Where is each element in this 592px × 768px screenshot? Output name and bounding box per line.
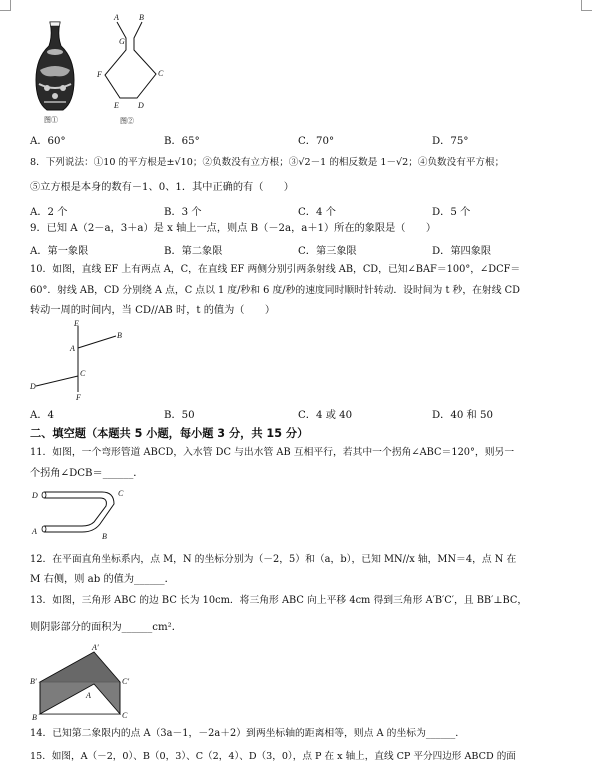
svg-text:A: A — [114, 13, 119, 22]
svg-text:B: B — [117, 331, 122, 340]
q10-line-1: 10．如图，直线 EF 上有两点 A，C，在直线 EF 两侧分别引两条射线 AB，CD，已知∠BAF＝100°，∠DCF＝ — [30, 264, 521, 275]
svg-text:E: E — [74, 319, 79, 328]
svg-text:C: C — [122, 711, 128, 720]
svg-text:E: E — [114, 101, 119, 110]
section-2-heading: 二、填空题（本题共 5 小题，每小题 3 分，共 15 分） — [30, 427, 309, 440]
svg-text:C: C — [118, 489, 124, 498]
q8-option-c[interactable]: C．4 个 — [298, 207, 336, 218]
q7-option-b[interactable]: B．65° — [164, 136, 200, 147]
q7-option-a[interactable]: A．60° — [30, 136, 66, 147]
svg-text:C′: C′ — [122, 677, 130, 686]
q11-pipe-figure — [30, 482, 140, 544]
q10-line-3: 转动一周的时间内，当 CD//AB 时，t 的值为（ ） — [30, 305, 276, 316]
q8-line-2: ⑤立方根是本身的数有－1、0、1．其中正确的有（ ） — [30, 182, 294, 193]
q9-option-a[interactable]: A．第一象限 — [30, 246, 89, 257]
q7-option-d[interactable]: D．75° — [432, 136, 469, 147]
q13-line-1: 13．如图，三角形 ABC 的边 BC 长为 10cm．将三角形 ABC 向上平移 4cm 得到三角形 A′B′C′，且 BB′⊥BC， — [30, 595, 528, 606]
q10-option-c[interactable]: C．4 或 40 — [298, 410, 353, 421]
q15-line-1: 15．如图，A（－2，0）、B（0，3）、C（2，4）、D（3，0），点 P 在 x 轴上，直线 CP 平分四边形 ABCD 的面 — [30, 751, 516, 762]
svg-text:A: A — [32, 527, 37, 536]
svg-text:B: B — [32, 713, 37, 722]
q9-option-c[interactable]: C．第三象限 — [298, 246, 357, 257]
svg-text:F: F — [97, 70, 102, 79]
q13-line-2: 则阴影部分的面积为______cm²． — [30, 622, 182, 633]
q7-option-c[interactable]: C．70° — [298, 136, 335, 147]
q10-option-d[interactable]: D．40 和 50 — [432, 410, 493, 421]
svg-text:A: A — [70, 344, 75, 353]
q11-line-1: 11．如图，一个弯形管道 ABCD，入水管 DC 与出水管 AB 互相平行，若其中一个拐角∠ABC＝120°，则另一 — [30, 447, 515, 458]
q9-option-b[interactable]: B．第二象限 — [164, 246, 223, 257]
shape-caption: 图② — [120, 117, 134, 125]
svg-text:B: B — [139, 13, 144, 22]
svg-text:B: B — [102, 532, 107, 541]
svg-text:G: G — [119, 37, 125, 46]
crop-mark-top-right — [581, 0, 592, 11]
q11-line-2: 个拐角∠DCB＝______． — [30, 468, 144, 479]
q8-line-1: 8．下列说法：①10 的平方根是±√10；②负数没有立方根；③√2－1 的相反数是 1－√2；④负数没有平方根； — [30, 157, 505, 168]
svg-text:C: C — [158, 69, 164, 78]
q9-line-1: 9．已知 A（2－a，3＋a）是 x 轴上一点，则点 B（－2a，a＋1）所在的象限是（ ） — [30, 223, 437, 234]
vase-figure — [30, 18, 80, 128]
shape-figure — [92, 10, 172, 128]
svg-text:B′: B′ — [30, 677, 37, 686]
svg-text:C: C — [80, 369, 86, 378]
q9-option-d[interactable]: D．第四象限 — [432, 246, 492, 257]
q8-option-a[interactable]: A．2 个 — [30, 207, 68, 218]
q14-line-1: 14．已知第二象限内的点 A（3a－1，－2a＋2）到两坐标轴的距离相等，则点 A 的坐标为______． — [30, 728, 466, 739]
svg-text:A′: A′ — [92, 643, 99, 652]
svg-text:D: D — [32, 491, 38, 500]
svg-text:F: F — [76, 393, 81, 402]
vase-caption: 图① — [44, 116, 58, 124]
q10-line-2: 60°．射线 AB，CD 分别绕 A 点，C 点以 1 度/秒和 6 度/秒的速度同时顺时针转动．设时间为 t 秒，在射线 CD — [30, 285, 520, 296]
q12-line-2: M 右侧，则 ab 的值为______． — [30, 574, 175, 585]
svg-text:D: D — [30, 382, 36, 391]
q10-figure — [28, 318, 138, 402]
q13-translation-figure — [28, 642, 138, 722]
q10-option-b[interactable]: B．50 — [164, 410, 195, 421]
crop-mark-top-left — [0, 0, 11, 11]
q10-option-a[interactable]: A．4 — [30, 410, 55, 421]
svg-text:A: A — [86, 691, 91, 700]
q12-line-1: 12．在平面直角坐标系内，点 M，N 的坐标分别为（－2，5）和（a，b），已知 MN//x 轴，MN＝4，点 N 在 — [30, 554, 517, 565]
svg-text:D: D — [138, 101, 144, 110]
q8-option-b[interactable]: B．3 个 — [164, 207, 202, 218]
q8-option-d[interactable]: D．5 个 — [432, 207, 471, 218]
